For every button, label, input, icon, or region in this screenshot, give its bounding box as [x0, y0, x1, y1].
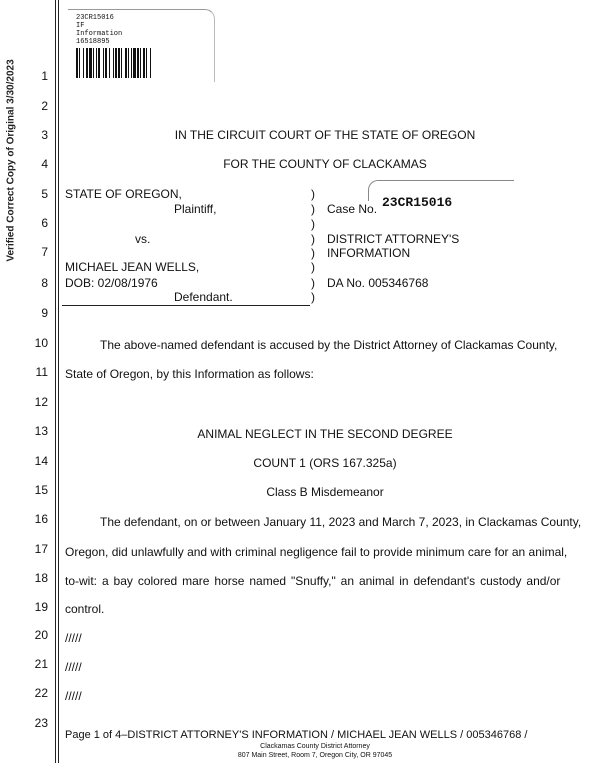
line-number: 14 — [34, 454, 48, 468]
barcode-bar — [96, 48, 97, 78]
charge-para-line4: control. — [65, 602, 105, 616]
line-number: 23 — [34, 716, 48, 730]
doc-title-line2: INFORMATION — [327, 246, 411, 260]
line-number: 22 — [34, 686, 48, 700]
paren: ) — [311, 276, 315, 290]
doc-title-line1: DISTRICT ATTORNEY'S — [327, 232, 460, 246]
paren: ) — [311, 232, 315, 246]
sticker-case-number: 23CR15016 — [76, 14, 114, 22]
left-margin-rule-outer — [55, 0, 56, 763]
barcode-bar — [137, 48, 139, 78]
line-number: 17 — [34, 542, 48, 556]
barcode-bar — [83, 48, 84, 78]
versus: vs. — [135, 232, 151, 246]
plaintiff-name: STATE OF OREGON, — [65, 187, 182, 201]
line-number: 21 — [34, 657, 48, 671]
footer-address: 807 Main Street, Room 7, Oregon City, OR 97045 — [237, 752, 393, 759]
line-number: 9 — [41, 306, 48, 320]
line-number: 5 — [41, 187, 48, 201]
paren: ) — [311, 246, 315, 260]
defendant-name: MICHAEL JEAN WELLS, — [65, 260, 200, 274]
line-number: 8 — [41, 276, 48, 290]
footer-page-info: Page 1 of 4–DISTRICT ATTORNEY'S INFORMATION / MICHAEL JEAN WELLS / 005346768 / — [65, 729, 528, 741]
footer-office: Clackamas County District Attorney — [260, 743, 370, 750]
sticker-type-code: IF — [76, 22, 85, 30]
barcode-bar — [115, 48, 117, 78]
line-number: 3 — [41, 128, 48, 142]
barcode-bar — [133, 48, 136, 78]
barcode — [76, 48, 188, 78]
intro-line2: State of Oregon, by this Information as follows: — [65, 367, 314, 381]
slash-line: ///// — [65, 689, 82, 703]
charge-para-line1: The defendant, on or between January 11, 2023 and March 7, 2023, in Clackamas County, — [100, 515, 582, 529]
slash-line: ///// — [65, 631, 82, 645]
da-number: DA No. 005346768 — [327, 276, 429, 290]
barcode-bar — [93, 48, 94, 78]
paren: ) — [311, 290, 315, 304]
court-heading-line2: FOR THE COUNTY OF CLACKAMAS — [223, 157, 427, 171]
count-heading: COUNT 1 (ORS 167.325a) — [253, 456, 397, 470]
charge-para-line2: Oregon, did unlawfully and with criminal negligence fail to provide minimum care for an animal, — [65, 545, 568, 559]
paren: ) — [311, 202, 315, 216]
court-heading-line1: IN THE CIRCUIT COURT OF THE STATE OF OREGON — [174, 128, 476, 142]
sticker-tracking-number: 16518895 — [76, 38, 110, 46]
barcode-bar — [98, 48, 100, 78]
barcode-bar — [121, 48, 122, 78]
line-number: 1 — [41, 69, 48, 83]
barcode-bar — [128, 48, 129, 78]
caption-underline — [62, 305, 310, 306]
line-number: 16 — [34, 512, 48, 526]
case-no-value: 23CR15016 — [382, 195, 453, 210]
line-number: 7 — [41, 245, 48, 259]
case-no-label: Case No. — [327, 202, 378, 216]
barcode-bar — [118, 48, 120, 78]
barcode-bar — [103, 48, 104, 78]
line-number: 10 — [34, 336, 48, 350]
defendant-dob: DOB: 02/08/1976 — [65, 276, 158, 290]
line-number: 4 — [41, 157, 48, 171]
line-number: 15 — [34, 483, 48, 497]
line-number: 20 — [34, 628, 48, 642]
verification-stamp: Verified Correct Copy of Original 3/30/2023 — [5, 59, 17, 262]
barcode-bar — [76, 48, 78, 78]
barcode-bar — [86, 48, 88, 78]
slash-line: ///// — [65, 660, 82, 674]
barcode-bar — [143, 48, 145, 78]
barcode-bar — [140, 48, 141, 78]
line-number: 13 — [34, 424, 48, 438]
line-number: 18 — [34, 571, 48, 585]
line-number: 11 — [35, 365, 48, 379]
left-margin-rule-inner — [58, 0, 59, 763]
line-number: 19 — [34, 600, 48, 614]
line-number: 2 — [41, 99, 48, 113]
line-number: 6 — [41, 216, 48, 230]
intro-line1: The above-named defendant is accused by the District Attorney of Clackamas County, — [100, 338, 558, 352]
paren: ) — [311, 187, 315, 201]
defendant-role: Defendant. — [174, 290, 233, 304]
charge-class: Class B Misdemeanor — [266, 485, 384, 499]
charge-para-line3: to-wit: a bay colored mare horse named "Snuffy," an animal in defendant's custody and/or — [65, 574, 561, 588]
barcode-bar — [125, 48, 127, 78]
charge-title: ANIMAL NEGLECT IN THE SECOND DEGREE — [197, 427, 453, 441]
sticker-label: Information — [76, 30, 123, 38]
line-number: 12 — [34, 395, 48, 409]
barcode-bar — [146, 48, 147, 78]
paren: ) — [311, 217, 315, 231]
paren: ) — [311, 260, 315, 274]
case-sticker — [68, 9, 215, 82]
plaintiff-role: Plaintiff, — [174, 202, 217, 216]
barcode-bar — [131, 48, 132, 78]
barcode-bar — [150, 48, 151, 78]
barcode-bar — [105, 48, 107, 78]
barcode-bar — [109, 48, 110, 78]
barcode-bar — [89, 48, 92, 78]
barcode-bar — [79, 48, 80, 78]
barcode-bar — [113, 48, 114, 78]
